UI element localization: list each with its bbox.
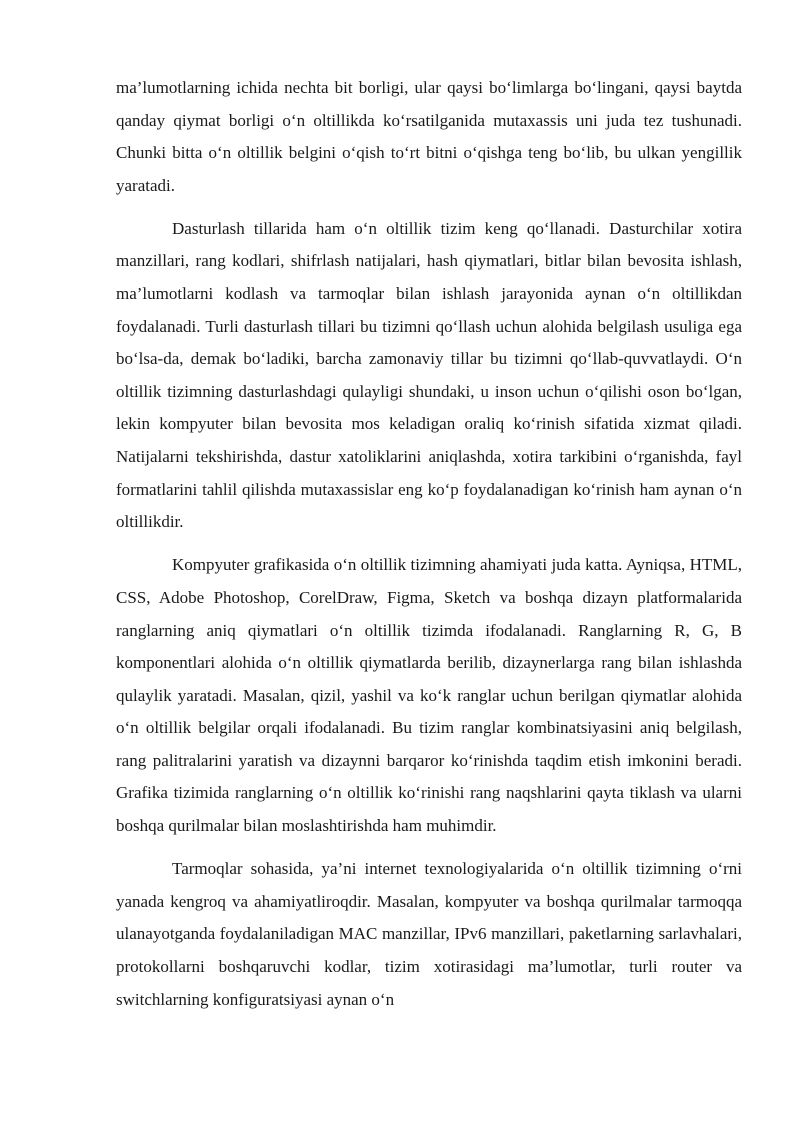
paragraph-2: Dasturlash tillarida ham o‘n oltillik tizim keng qo‘llanadi. Dasturchilar xotira manzillari, rang kodlari, shifrlash natijalari, hash qiymatlari, bitlar bilan bevosita ishlash, ma’lumotlarni kodlash va tarmoqlar bilan ishlash jarayonida aynan o‘n oltillikdan foydalanadi. Turli dasturlash tillari bu tizimni qo‘llash uchun alohida belgilash usuliga ega bo‘lsa-da, demak bo‘ladiki, barcha zamonaviy tillar bu tizimni qo‘llab-quvvatlaydi. O‘n oltillik tizimning dasturlashdagi qulayligi shundaki, u inson uchun o‘qilishi oson bo‘lgan, lekin kompyuter bilan bevosita mos keladigan oraliq ko‘rinish sifatida xizmat qiladi. Natijalarni tekshirishda, dastur xatoliklarini aniqlashda, xotira tarkibini o‘rganishda, fayl formatlarini tahlil qilishda mutaxassislar eng ko‘p foydalanadigan ko‘rinish ham aynan o‘n oltillikdir. bbox=[116, 218, 742, 532]
paragraph-1: ma’lumotlarning ichida nechta bit borligi, ular qaysi bo‘limlarga bo‘lingani, qaysi baytda qanday qiymat borligi o‘n oltillikda ko‘rsatilganida mutaxassis uni juda tez tushunadi. Chunki bitta o‘n oltillik belgini o‘qish to‘rt bitni o‘qishga teng bo‘lib, bu ulkan yengillik yaratadi. bbox=[116, 78, 742, 195]
paragraph-4: Tarmoqlar sohasida, ya’ni internet texnologiyalarida o‘n oltillik tizimning o‘rni yanada kengroq va ahamiyatliroqdir. Masalan, kompyuter va boshqa qurilmalar tarmoqqa ulanayotganda foydalaniladigan MAC manzillar, IPv6 manzillari, paketlarning sarlavhalari, protokollarni boshqaruvchi kodlar, tizim xotirasidagi ma’lumotlar, turli router va switchlarning konfiguratsiyasi aynan o‘n bbox=[116, 859, 742, 1009]
paragraph-3: Kompyuter grafikasida o‘n oltillik tizimning ahamiyati juda katta. Ayniqsa, HTML, CSS, Adobe Photoshop, CorelDraw, Figma, Sketch va boshqa dizayn platformalarida ranglarning aniq qiymatlari o‘n oltillik tizimda ifodalanadi. Ranglarning R, G, B komponentlari alohida o‘n oltillik qiymatlarda berilib, dizaynerlarga rang bilan ishlashda qulaylik yaratadi. Masalan, qizil, yashil va ko‘k ranglar uchun berilgan qiymatlar alohida o‘n oltillik belgilar orqali ifodalanadi. Bu tizim ranglar kombinatsiyasini aniq belgilash, rang palitralarini yaratish va dizaynni barqaror ko‘rinishda taqdim etish imkonini beradi. Grafika tizimida ranglarning o‘n oltillik ko‘rinishi rang naqshlarini qayta tiklash va ularni boshqa qurilmalar bilan moslashtirishda ham muhimdir. bbox=[116, 555, 742, 836]
document-page bbox=[116, 72, 742, 1027]
